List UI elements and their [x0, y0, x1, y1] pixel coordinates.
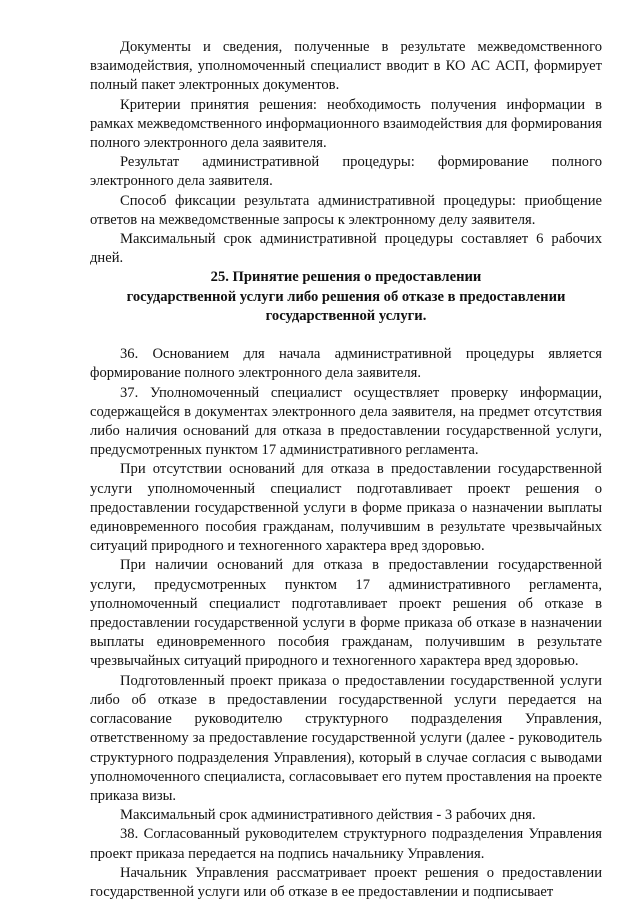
section-heading	[90, 268, 602, 326]
paragraph-approval: Подготовленный проект приказа о предоставлении государственной услуги либо об отказе в предоставлении государственной услуги передается на согласование руководителю структурного подразделения Управления, ответственному за предоставление государственной услуги (далее - руководитель структурного подразделения Управления), который в случае согласия с выводами уполномоченного специалиста, согласовывает его путем проставления на проекте приказа визы.	[90, 672, 602, 804]
paragraph-decision-criteria: Критерии принятия решения: необходимость получения информации в рамках межведомственного информационного взаимодействия для формирования полного электронного дела заявителя.	[90, 96, 602, 152]
paragraph-no-grounds: При отсутствии оснований для отказа в предоставлении государственной услуги уполномоченный специалист подготавливает проект решения о предоставлении государственной услуги в форме приказа о назначении выплаты единовременного пособия гражданам, получившим в результате чрезвычайных ситуаций природного и техногенного характера вред здоровью.	[90, 461, 602, 555]
paragraph-grounds-for-refusal: При наличии оснований для отказа в предоставлении государственной услуги, предусмотренных пунктом 17 административного регламента, уполномоченный специалист подготавливает проект решения об отказе в предоставлении государственной услуги в форме приказа об отказе в назначении выплаты единовременного пособия гражданам, получившим в результате чрезвычайных ситуаций природного и техногенного характера вред здоровью.	[90, 557, 602, 670]
section-heading-line-1: 25. Принятие решения о предоставлении	[210, 269, 482, 286]
paragraph-documents-info: Документы и сведения, полученные в результате межведомственного взаимодействия, уполномоченный специалист вводит в КО АС АСП, формирует полный пакет электронных документов.	[90, 39, 602, 94]
paragraph-38: 38. Согласованный руководителем структурного подразделения Управления проект приказа передается на подпись начальнику Управления.	[90, 826, 602, 862]
document-page	[90, 38, 602, 902]
section-heading-line-3: государственной услуги.	[265, 307, 427, 324]
paragraph-max-term: Максимальный срок административной процедуры составляет 6 рабочих дней.	[90, 231, 602, 267]
paragraph-procedure-result: Результат административной процедуры: формирование полного электронного дела заявителя.	[90, 154, 602, 190]
paragraph-fixation-method: Способ фиксации результата административной процедуры: приобщение ответов на межведомственные запросы к электронному делу заявителя.	[90, 192, 602, 228]
paragraph-head-review: Начальник Управления рассматривает проект решения о предоставлении государственной услуги или об отказе в ее предоставлении и подписывает	[90, 864, 602, 900]
section-heading-line-2: государственной услуги либо решения об отказе в предоставлении	[126, 288, 566, 305]
heading-spacer	[90, 326, 602, 345]
paragraph-37: 37. Уполномоченный специалист осуществляет проверку информации, содержащейся в документах электронного дела заявителя, на предмет отсутствия либо наличия оснований для отказа в предоставлении государственной услуги, предусмотренных пунктом 17 административного регламента.	[90, 384, 602, 459]
paragraph-36: 36. Основанием для начала административной процедуры является формирование полного электронного дела заявителя.	[90, 346, 602, 382]
paragraph-action-term: Максимальный срок административного действия - 3 рабочих дня.	[120, 807, 536, 824]
